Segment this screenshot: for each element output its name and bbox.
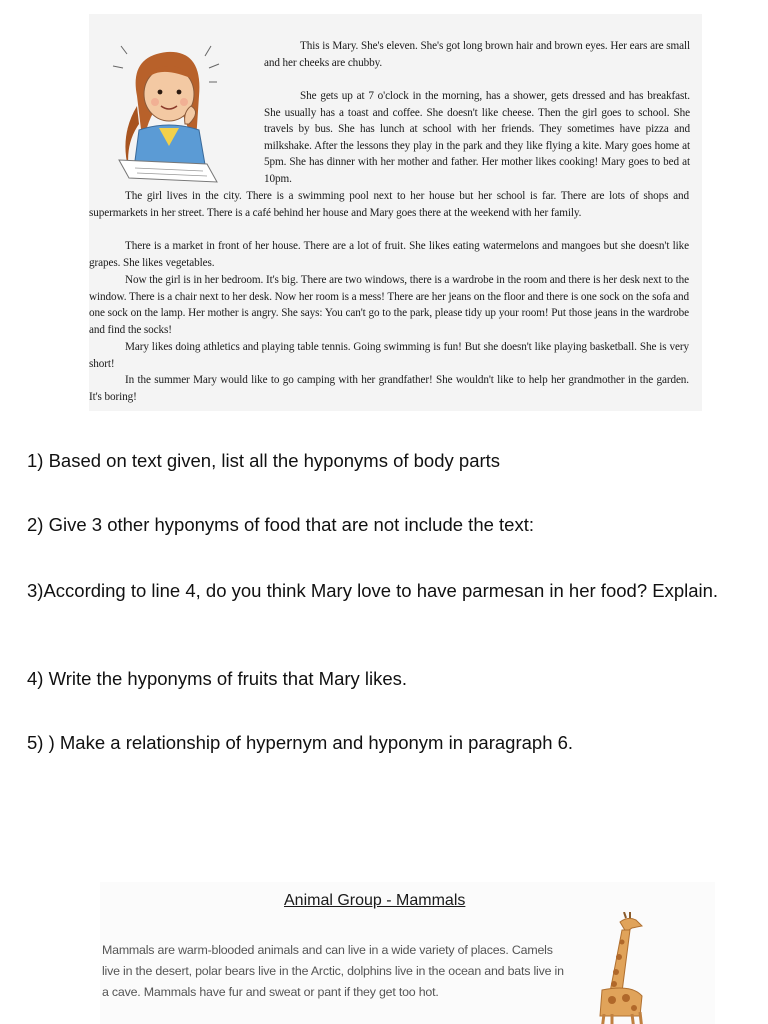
- mammals-section: [100, 882, 715, 1024]
- question-1: 1) Based on text given, list all the hyponyms of body parts: [27, 450, 501, 471]
- mammals-title: Animal Group - Mammals: [284, 892, 466, 909]
- paragraph-2: She gets up at 7 o'clock in the morning, has a shower, gets dressed and has breakfast. She usually has a toast and coffee. She doesn't like cheese. Then the girl goes to school. She travels by bus. She has lunch at school with her friends. They sometimes have pizza and milkshake. After the lessons they play in the park and they like flying a kite. Mary goes home at 5pm. She has dinner with her mother and father. Her mother likes cooking! Mary goes to bed at 10pm.: [264, 90, 690, 185]
- question-4: 4) Write the hyponyms of fruits that Mary likes.: [27, 668, 408, 689]
- paragraph-1: This is Mary. She's eleven. She's got long brown hair and brown eyes. Her ears are small and her cheeks are chubby.: [264, 40, 690, 69]
- paragraph-6: Mary likes doing athletics and playing table tennis. Going swimming is fun! But she doesn't like playing basketball. She is very short!: [89, 341, 689, 370]
- question-2: 2) Give 3 other hyponyms of food that are not include the text:: [27, 514, 534, 535]
- reading-passage-scan: [89, 14, 702, 411]
- paragraph-5: Now the girl is in her bedroom. It's big. There are two windows, there is a wardrobe in the room and there is her desk next to the window. There is a chair next to her desk. Now her room is a mess! There are her jeans on the floor and there is one sock on the sofa and one sock on the lamp. Her mother is angry. She says: You can't go to the park, please tidy up your room! Put those jeans in the wardrobe and find the socks!: [89, 274, 689, 336]
- giraffe-illustration: [562, 912, 672, 1024]
- paragraph-3: The girl lives in the city. There is a swimming pool next to her house but her school is far. There are lots of shops and supermarkets in her street. There is a café behind her house and Mary goes there at the weekend with her family.: [89, 190, 689, 219]
- paragraph-4: There is a market in front of her house. There are a lot of fruit. She likes eating watermelons and mangoes but she doesn't like grapes. She likes vegetables.: [89, 240, 689, 269]
- question-5: 5) ) Make a relationship of hypernym and hyponym in paragraph 6.: [27, 732, 574, 753]
- question-3: 3)According to line 4, do you think Mary love to have parmesan in her food? Explain.: [27, 580, 719, 601]
- paragraph-7: In the summer Mary would like to go camping with her grandfather! She wouldn't like to help her grandmother in the garden. It's boring!: [89, 374, 689, 403]
- mammals-text: Mammals are warm-blooded animals and can live in a wide variety of places. Camels live in the desert, polar bears live in the Arctic, dolphins live in the ocean and bats live in a cave. Mammals have fur and sweat or pant if they get too hot.: [102, 943, 564, 999]
- girl-illustration: [99, 36, 259, 198]
